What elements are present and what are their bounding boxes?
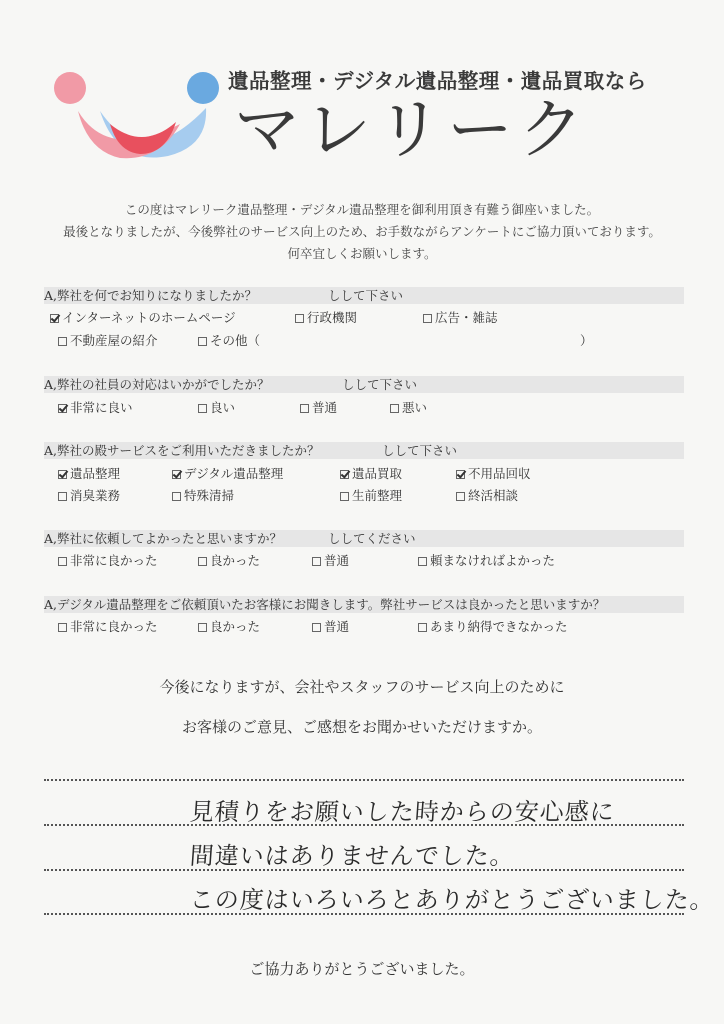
intro-line-2: 最後となりましたが、今後弊社のサービス向上のため、お手数ながらアンケートにご協力頂いております。	[63, 224, 661, 239]
checkbox	[418, 557, 427, 566]
option-q4-very-good[interactable]: 非常に良かった	[58, 553, 158, 569]
closing-line-1: 今後になりますが、会社やスタッフのサービス向上のために	[159, 678, 565, 696]
option-q1-other-close: ）	[580, 333, 593, 348]
option-q4-good[interactable]: 良かった	[198, 553, 260, 569]
option-q3-deodorize[interactable]: 消臭業務	[58, 488, 120, 504]
checkbox	[172, 492, 181, 501]
question-4-hint: ししてください	[328, 531, 416, 546]
handwritten-comment-3: この度はいろいろとありがとうございました。	[188, 886, 716, 914]
option-q5-not-satisfied[interactable]: あまり納得できなかった	[418, 619, 568, 635]
option-q2-bad[interactable]: 悪い	[390, 400, 427, 416]
option-q2-very-good[interactable]: 非常に良い	[58, 400, 133, 416]
checkbox	[58, 492, 67, 501]
question-3-hint: しして下さい	[382, 443, 458, 458]
checkbox	[58, 557, 67, 566]
option-q1-realestate[interactable]: 不動産屋の紹介	[58, 333, 158, 349]
option-q5-very-good[interactable]: 非常に良かった	[58, 619, 158, 635]
question-2	[44, 376, 684, 393]
question-1-hint: しして下さい	[328, 288, 404, 303]
question-3-text: A,弊社の殿サービスをご利用いただきましたか？	[44, 443, 320, 458]
checkbox	[390, 404, 399, 413]
option-q2-normal[interactable]: 普通	[300, 400, 337, 416]
checkbox	[312, 623, 321, 632]
checkbox-checked	[456, 470, 465, 479]
header-tagline: 遺品整理・デジタル遺品整理・遺品買取なら	[228, 69, 647, 93]
question-3	[44, 442, 684, 459]
checkbox	[423, 314, 432, 323]
question-5-text: A,デジタル遺品整理をご依頼頂いたお客様にお聞きします。弊社サービスは良かったと思いますか？	[44, 597, 606, 612]
question-1	[44, 287, 684, 304]
option-q1-other[interactable]: その他（	[198, 333, 260, 349]
option-q4-bad[interactable]: 頼まなければよかった	[418, 553, 555, 569]
option-q1-internet[interactable]: インターネットのホームページ	[50, 310, 236, 326]
logo-blue-dot	[187, 72, 219, 104]
option-q3-shukatsu[interactable]: 終活相談	[456, 488, 518, 504]
handwritten-comment-2: 間違いはありませんでした。	[188, 842, 516, 870]
checkbox	[456, 492, 465, 501]
checkbox-checked	[172, 470, 181, 479]
logo-pink-dot	[54, 72, 86, 104]
option-q3-ihin[interactable]: 遺品整理	[58, 466, 120, 482]
question-4	[44, 530, 684, 547]
option-q3-kaitori[interactable]: 遺品買取	[340, 466, 402, 482]
checkbox	[198, 557, 207, 566]
checkbox-checked	[58, 404, 67, 413]
brand-name: マレリーク	[234, 91, 589, 168]
thank-you-message: ご協力ありがとうございました。	[249, 960, 475, 978]
checkbox	[198, 404, 207, 413]
checkbox	[198, 337, 207, 346]
option-q3-special-clean[interactable]: 特殊清掃	[172, 488, 234, 504]
checkbox	[312, 557, 321, 566]
intro-line-1: この度はマレリーク遺品整理・デジタル遺品整理を御利用頂き有難う御座いました。	[124, 202, 600, 217]
question-5	[44, 596, 684, 613]
checkbox	[58, 623, 67, 632]
checkbox-checked	[340, 470, 349, 479]
intro-line-3: 何卒宜しくお願いします。	[287, 246, 437, 261]
checkbox	[300, 404, 309, 413]
option-q3-digital[interactable]: デジタル遺品整理	[172, 466, 283, 482]
option-q1-ads[interactable]: 広告・雑誌	[423, 310, 498, 326]
option-q5-good[interactable]: 良かった	[198, 619, 260, 635]
option-q5-normal[interactable]: 普通	[312, 619, 349, 635]
question-1-text: A,弊社を何でお知りになりましたか？	[44, 288, 258, 303]
checkbox-checked	[58, 470, 67, 479]
checkbox	[295, 314, 304, 323]
question-2-hint: しして下さい	[342, 377, 418, 392]
question-4-text: A,弊社に依頼してよかったと思いますか？	[44, 531, 283, 546]
closing-line-2: お客様のご意見、ご感想をお聞かせいただけますか。	[181, 718, 542, 736]
checkbox	[418, 623, 427, 632]
question-2-text: A,弊社の社員の対応はいかがでしたか？	[44, 377, 270, 392]
option-q3-seizen[interactable]: 生前整理	[340, 488, 402, 504]
option-q1-government[interactable]: 行政機関	[295, 310, 357, 326]
comment-line-1	[44, 779, 684, 781]
checkbox	[340, 492, 349, 501]
checkbox	[198, 623, 207, 632]
option-q2-good[interactable]: 良い	[198, 400, 235, 416]
option-q3-fuyouhin[interactable]: 不用品回収	[456, 466, 531, 482]
handwritten-comment-1: 見積りをお願いした時からの安心感に	[188, 798, 616, 826]
option-q4-normal[interactable]: 普通	[312, 553, 349, 569]
logo-mark	[48, 66, 223, 166]
checkbox	[58, 337, 67, 346]
checkbox-checked	[50, 314, 59, 323]
